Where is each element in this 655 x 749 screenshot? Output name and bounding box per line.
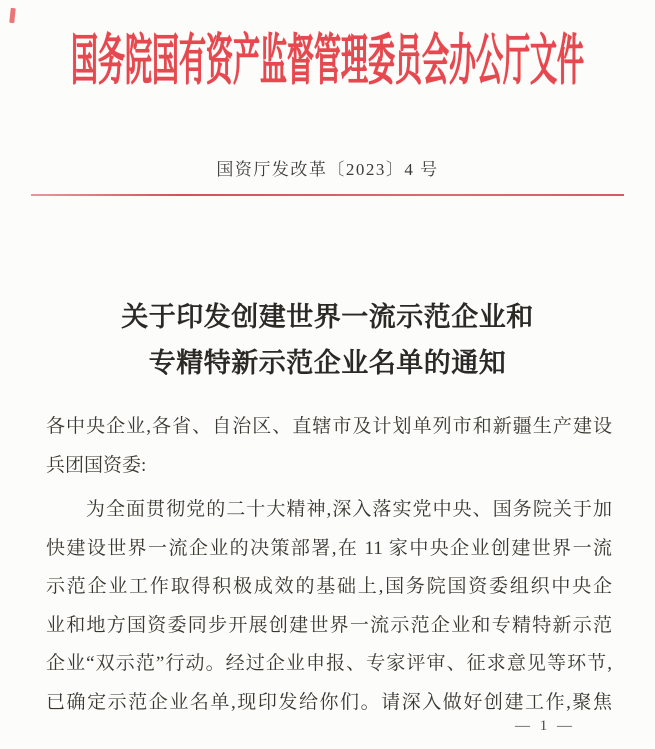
document-body bbox=[0, 408, 655, 722]
paragraph-line: 为全面贯彻党的二十大精神,深入落实党中央、国务院关于加 bbox=[85, 499, 612, 520]
issuing-agency-title: 国务院国有资产监督管理委员会办公厅文件 bbox=[71, 29, 584, 92]
page-number: — 1 — bbox=[515, 718, 575, 734]
paragraph-line: 业和地方国资委同步开展创建世界一流示范企业和专精特新示范 bbox=[46, 614, 612, 636]
paragraph-line: 快建设世界一流企业的决策部署,在 11 家中央企业创建世界一流 bbox=[46, 537, 612, 559]
document-title-line-2: 专精特新示范企业名单的通知 bbox=[148, 348, 507, 378]
salutation-line: 兵团国资委: bbox=[46, 454, 147, 476]
paragraph-line: 企业“双示范”行动。经过企业申报、专家评审、征求意见等环节, bbox=[46, 653, 612, 674]
paragraph-line: 已确定示范企业名单,现印发给你们。请深入做好创建工作,聚焦 bbox=[46, 691, 612, 713]
salutation-line: 各中央企业,各省、自治区、直辖市及计划单列市和新疆生产建设 bbox=[46, 416, 612, 437]
document-title-line-1: 关于印发创建世界一流示范企业和 bbox=[121, 302, 534, 332]
document-letterhead bbox=[0, 0, 655, 92]
red-divider-line bbox=[31, 194, 624, 196]
document-title bbox=[0, 294, 655, 386]
document-reference-number: 国资厅发改革〔2023〕4 号 bbox=[216, 160, 439, 179]
salutation-block bbox=[46, 408, 612, 485]
paragraph-line: 示范企业工作取得积极成效的基础上,国务院国资委组织中央企 bbox=[46, 576, 612, 597]
body-paragraph bbox=[46, 491, 612, 722]
